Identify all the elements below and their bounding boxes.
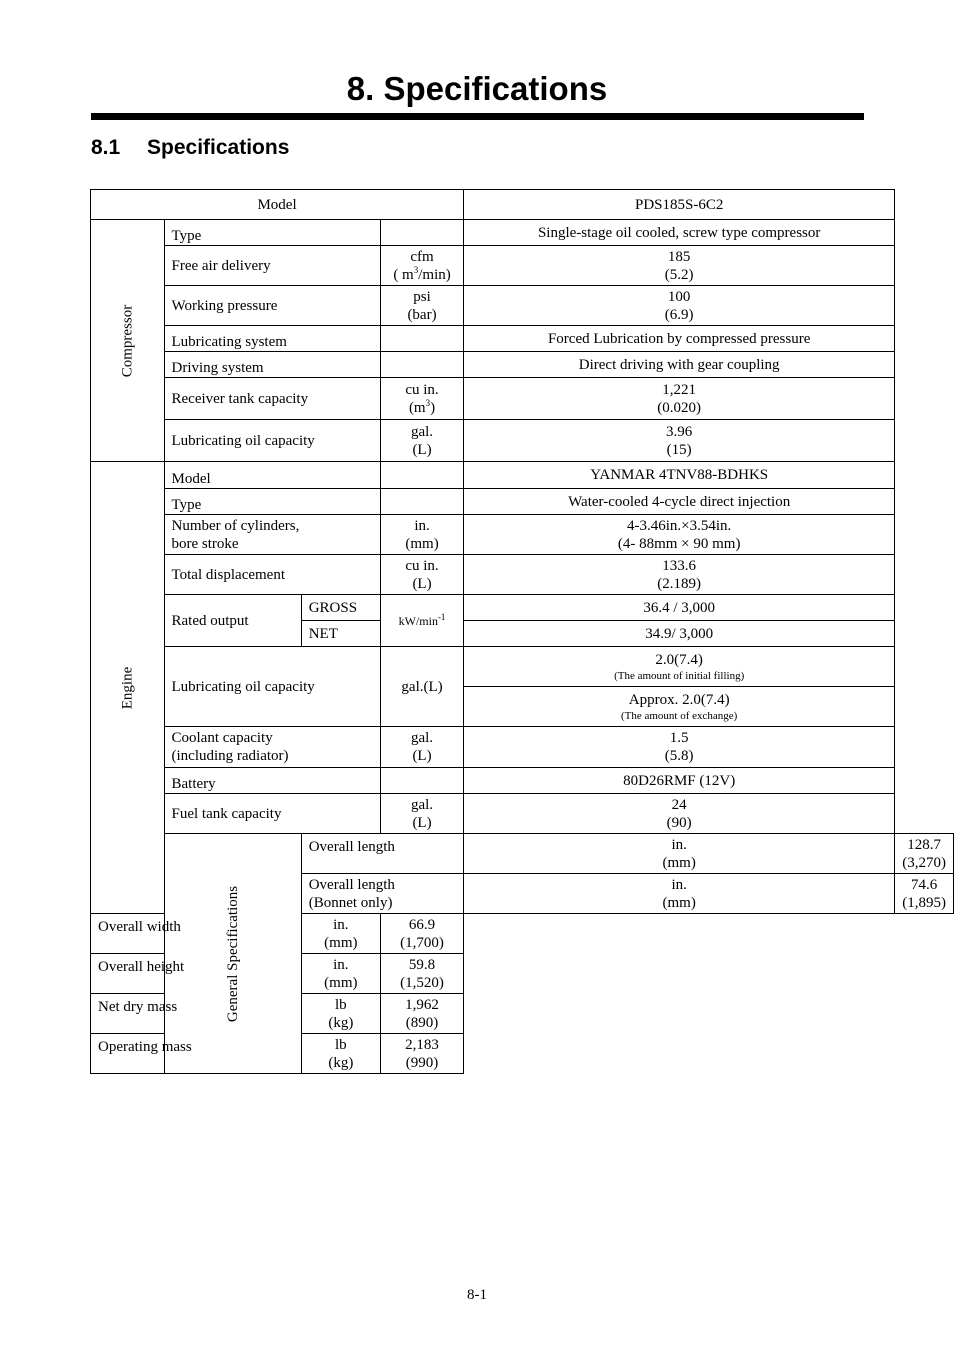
spec-unit: [380, 462, 463, 489]
spec-value: 66.9 (1,700): [380, 914, 463, 954]
spec-value: 185 (5.2): [464, 246, 895, 286]
group-engine: [91, 462, 165, 914]
spec-label: Total displacement: [164, 555, 380, 595]
table-row: [91, 378, 954, 420]
spec-label: Overall height: [91, 954, 302, 994]
spec-value: Approx. 2.0(7.4) (The amount of exchange): [464, 687, 895, 727]
table-row: [91, 1034, 954, 1074]
spec-value: 1,962 (890): [380, 994, 463, 1034]
table-row: [91, 994, 954, 1034]
table-row: [91, 595, 954, 621]
spec-unit: gal.(L): [380, 647, 463, 727]
spec-unit: in. (mm): [301, 914, 380, 954]
spec-label: Operating mass: [91, 1034, 302, 1074]
spec-unit: in. (mm): [301, 954, 380, 994]
spec-value: 2,183 (990): [380, 1034, 463, 1074]
spec-value: 1.5 (5.8): [464, 727, 895, 768]
page-title: 8. Specifications: [346, 70, 608, 107]
spec-label: Free air delivery: [164, 246, 380, 286]
spec-value: 3.96 (15): [464, 420, 895, 462]
table-row: [91, 190, 954, 220]
page-number: 8-1: [467, 1287, 487, 1303]
spec-label: Number of cylinders, bore stroke: [164, 515, 380, 555]
spec-label: Coolant capacity (including radiator): [164, 727, 380, 768]
section-heading: [91, 136, 289, 160]
spec-label: Type: [164, 220, 380, 246]
spec-label: Lubricating oil capacity: [164, 420, 380, 462]
spec-label: Working pressure: [164, 286, 380, 326]
group-label: Compressor: [119, 304, 136, 377]
spec-value: 1,221 (0.020): [464, 378, 895, 420]
spec-unit: in. (mm): [464, 834, 895, 874]
spec-value: 36.4 / 3,000: [464, 595, 895, 621]
model-label: Model: [91, 190, 464, 220]
spec-unit: gal. (L): [380, 794, 463, 834]
table-row: [91, 489, 954, 515]
spec-label: Net dry mass: [91, 994, 302, 1034]
spec-value: Single-stage oil cooled, screw type compressor: [464, 220, 895, 246]
spec-unit: [380, 326, 463, 352]
rated-output-net-label: NET: [301, 621, 380, 647]
spec-label: Overall length (Bonnet only): [301, 874, 463, 914]
spec-unit: [380, 768, 463, 794]
spec-unit: cu in. $(m^3)$: [380, 378, 463, 420]
spec-unit: in. (mm): [380, 515, 463, 555]
spec-label: Overall length: [301, 834, 463, 874]
table-row: [91, 555, 954, 595]
rated-output-gross-label: GROSS: [301, 595, 380, 621]
spec-unit: [380, 352, 463, 378]
table-row: [91, 326, 954, 352]
spec-label: Type: [164, 489, 380, 515]
spec-value: 24 (90): [464, 794, 895, 834]
table-row: [91, 768, 954, 794]
table-row: [91, 647, 954, 687]
spec-label: Model: [164, 462, 380, 489]
table-row: [91, 286, 954, 326]
spec-value: 128.7 (3,270): [895, 834, 954, 874]
table-row: [91, 834, 954, 874]
section-title: Specifications: [147, 136, 290, 159]
table-row: [91, 352, 954, 378]
spec-unit: in. (mm): [464, 874, 895, 914]
spec-unit: psi (bar): [380, 286, 463, 326]
section-number: 8.1: [91, 136, 121, 159]
spec-unit: cfm ( $m^3/\min$): [380, 246, 463, 286]
spec-unit: lb (kg): [301, 994, 380, 1034]
spec-value: 100 (6.9): [464, 286, 895, 326]
group-compressor: [91, 220, 165, 462]
spec-value: 2.0(7.4) (The amount of initial filling): [464, 647, 895, 687]
table-row: [91, 220, 954, 246]
table-row: [91, 462, 954, 489]
table-row: [91, 515, 954, 555]
spec-label: Rated output: [164, 595, 301, 647]
table-row: [91, 246, 954, 286]
spec-value: Direct driving with gear coupling: [464, 352, 895, 378]
spec-label: Lubricating system: [164, 326, 380, 352]
spec-unit: $kW/\min^{-1}$: [380, 595, 463, 647]
spec-value: 74.6 (1,895): [895, 874, 954, 914]
title-rule: [91, 113, 864, 120]
spec-value: 133.6 (2.189): [464, 555, 895, 595]
table-row: [91, 794, 954, 834]
spec-label: Battery: [164, 768, 380, 794]
spec-label: Driving system: [164, 352, 380, 378]
spec-unit: [380, 489, 463, 515]
spec-unit: cu in. (L): [380, 555, 463, 595]
spec-label: Fuel tank capacity: [164, 794, 380, 834]
spec-label: Lubricating oil capacity: [164, 647, 380, 727]
spec-label: Receiver tank capacity: [164, 378, 380, 420]
spec-value: Forced Lubrication by compressed pressure: [464, 326, 895, 352]
spec-unit: lb (kg): [301, 1034, 380, 1074]
spec-value: Water-cooled 4-cycle direct injection: [464, 489, 895, 515]
table-row: [91, 727, 954, 768]
spec-value: 80D26RMF (12V): [464, 768, 895, 794]
spec-value: 34.9/ 3,000: [464, 621, 895, 647]
spec-value: 59.8 (1,520): [380, 954, 463, 994]
model-value: PDS185S-6C2: [464, 190, 895, 220]
group-label: General Specifications: [224, 885, 241, 1022]
spec-label: Overall width: [91, 914, 302, 954]
spec-value: YANMAR 4TNV88-BDHKS: [464, 462, 895, 489]
specifications-table: [90, 189, 954, 1074]
spec-value: 4-3.46in.×3.54in. (4- 88mm × 90 mm): [464, 515, 895, 555]
group-label: Engine: [119, 666, 136, 709]
spec-unit: [380, 220, 463, 246]
spec-unit: gal. (L): [380, 420, 463, 462]
spec-unit: gal. (L): [380, 727, 463, 768]
table-row: [91, 420, 954, 462]
